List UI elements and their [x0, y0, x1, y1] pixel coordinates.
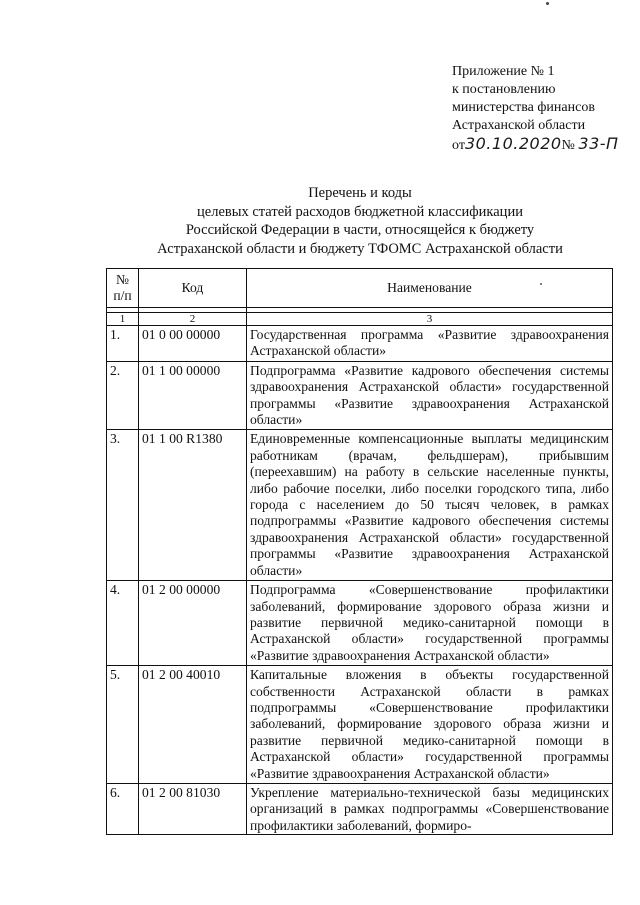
table-header-row: [107, 269, 613, 308]
table-row: [107, 361, 613, 430]
row-code: 01 1 00 00000: [139, 361, 247, 430]
handwritten-number: 33-П: [578, 134, 619, 153]
row-num: 2.: [107, 361, 139, 430]
row-name: Единовременные компенсационные выплаты медицинским работникам (врачам, фельдшерам), прибывшим (переехавшим) на работу в сельские населенные пункты, либо рабочие поселки, либо поселки городского типа, либо города с населением до 50 тысяч человек, в рамках подпрограммы «Развитие кадрового обеспечения системы здравоохранения Астраханской области» государственной программы «Развитие здравоохранения Астраханской области»: [247, 430, 613, 581]
appendix-line: к постановлению: [452, 82, 556, 97]
row-num: 1.: [107, 326, 139, 362]
appendix-line: Астраханской области: [452, 118, 586, 133]
row-num: 5.: [107, 666, 139, 784]
row-num: 6.: [107, 783, 139, 834]
handwritten-date: 30.10.2020: [464, 134, 562, 153]
codes-table: [106, 268, 613, 835]
column-number: 1: [107, 313, 139, 326]
header-num: № п/п: [107, 269, 139, 308]
row-num: 3.: [107, 430, 139, 581]
table-row: [107, 581, 613, 666]
row-num: 4.: [107, 581, 139, 666]
date-prefix: от: [452, 138, 465, 153]
row-code: 01 2 00 40010: [139, 666, 247, 784]
appendix-block: [452, 63, 632, 155]
table-row: [107, 326, 613, 362]
title-line: целевых статей расходов бюджетной классификации: [197, 203, 523, 220]
column-number: 2: [139, 313, 247, 326]
row-name-cell: [247, 783, 613, 834]
table-row: [107, 783, 613, 834]
table-row: [107, 666, 613, 784]
column-number: 3: [247, 313, 613, 326]
scan-speck: [546, 2, 549, 5]
row-name: Подпрограмма «Развитие кадрового обеспечения системы здравоохранения Астраханской области» государственной программы «Развитие здравоохранения Астраханской области»: [247, 361, 613, 430]
row-code: 01 2 00 00000: [139, 581, 247, 666]
row-name: Укрепление материально-технической базы медицинских организаций в рамках подпрограммы «Совершенствование профилактики заболеваний, формиро-: [250, 784, 609, 833]
row-name: Капитальные вложения в объекты государственной собственности Астраханской области в рамках подпрограммы «Совершенствование профилактики заболеваний, формирование здорового образа жизни и развитие первичной медико-санитарной помощи в Астраханской области» государственной программы «Развитие здравоохранения Астраханской области»: [247, 666, 613, 784]
appendix-line: Приложение № 1: [452, 64, 555, 79]
title-line: Российской Федерации в части, относящейся к бюджету: [185, 222, 535, 238]
header-name: Наименование: [247, 269, 613, 308]
appendix-date-line: [452, 135, 632, 155]
row-name: Подпрограмма «Совершенствование профилактики заболеваний, формирование здорового образа жизни и развитие первичной медико-санитарной помощи в Астраханской области» государственной программы «Развитие здравоохранения Астраханской области»: [247, 581, 613, 666]
table-row: [107, 430, 613, 581]
row-code: 01 1 00 R1380: [139, 430, 247, 581]
header-code: Код: [139, 269, 247, 308]
title-line: Астраханской области и бюджету ТФОМС Астраханской области: [157, 240, 563, 257]
column-number-row: [107, 313, 613, 326]
row-name: Государственная программа «Развитие здравоохранения Астраханской области»: [247, 326, 613, 362]
row-code: 01 0 00 00000: [139, 326, 247, 362]
number-prefix: №: [561, 138, 575, 153]
document-title: [90, 184, 630, 258]
title-line: Перечень и коды: [308, 185, 412, 201]
row-code: 01 2 00 81030: [139, 783, 247, 834]
appendix-line: министерства финансов: [452, 100, 595, 115]
